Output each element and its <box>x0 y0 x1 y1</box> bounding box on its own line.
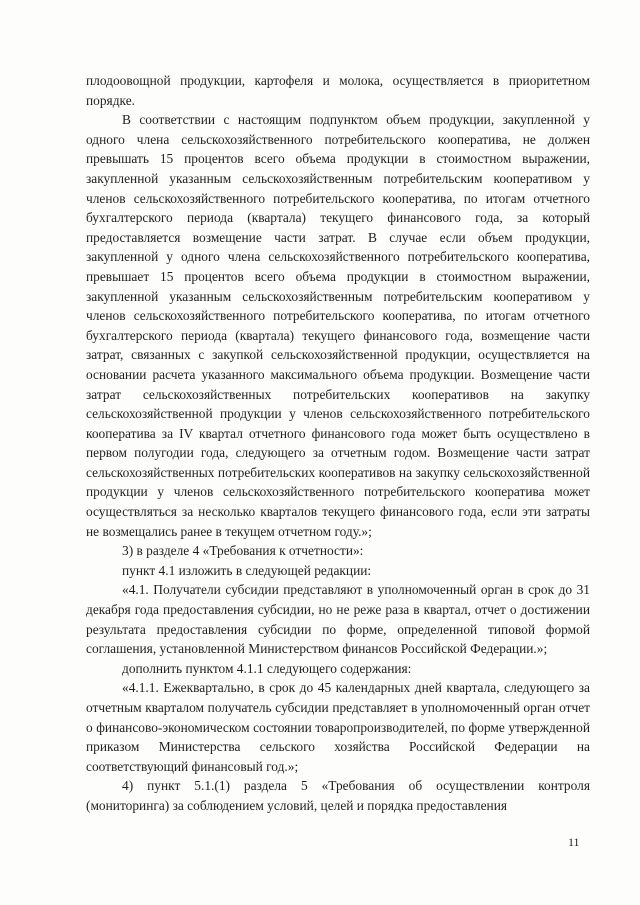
paragraph-item-4-1-1-intro: дополнить пунктом 4.1.1 следующего содержания: <box>122 660 412 676</box>
paragraph-volume-limit: В соответствии с настоящим подпунктом объем продукции, закупленной у одного члена сельскохозяйственного потребительского кооператива, не должен превышать 15 процентов всего объема продукции в стоимостном выражении, закупленной указанным сельскохозяйственным потребительским кооперативом у членов сельскохозяйственного потребительского кооператива, по итогам отчетного бухгалтерского периода (квартала) текущего финансового года, за который предоставляется возмещение части затрат. В случае если объем продукции, закупленной у одного члена сельскохозяйственного потребительского кооператива, превышает 15 процентов всего объема продукции в стоимостном выражении, закупленной указанным сельскохозяйственным потребительским кооперативом у членов сельскохозяйственного потребительского кооператива, по итогам отчетного бухгалтерского периода (квартала) текущего финансового года, возмещение части затрат, связанных с закупкой сельскохозяйственной продукции, осуществляется на основании расчета указанного максимального объема продукции. Возмещение части затрат сельскохозяйственных потребительских кооперативов на закупку сельскохозяйственной продукции у членов сельскохозяйственного потребительского кооператива за IV квартал отчетного финансового года может быть осуществлено в первом полугодии года, следующего за отчетным годом. Возмещение части затрат сельскохозяйственных потребительских кооперативов на закупку сельскохозяйственной продукции у членов сельскохозяйственного потребительского кооператива может осуществляться за несколько кварталов текущего финансового года, если эти затраты не возмещались ранее в текущем отчетном году.»; <box>86 112 590 539</box>
page-number: 11 <box>568 835 580 849</box>
paragraph-item-4-1-intro: пункт 4.1 изложить в следующей редакции: <box>122 562 372 578</box>
paragraph-section-5: 4) пункт 5.1.(1) раздела 5 «Требования об осуществлении контроля (мониторинга) за соблюдением условий, целей и порядка предоставления <box>86 778 590 813</box>
paragraph-item-4-1: «4.1. Получатели субсидии представляют в уполномоченный орган в срок до 31 декабря года предоставления субсидии, но не реже раза в квартал, отчет о достижении результата предоставления субсидии по форме, определенной типовой формой соглашения, установленной Министерством финансов Российской Федерации.»; <box>86 582 590 657</box>
paragraph-section-4: 3) в разделе 4 «Требования к отчетности»: <box>122 543 364 559</box>
paragraph-continuation: плодоовощной продукции, картофеля и молока, осуществляется в приоритетном порядке. <box>86 73 590 108</box>
paragraph-item-4-1-1: «4.1.1. Ежеквартально, в срок до 45 календарных дней квартала, следующего за отчетным кварталом получатель субсидии представляет в уполномоченный орган отчет о финансово-экономическом состоянии товаропроизводителей, по форме утвержденной приказом Министерства сельского хозяйства Российской Федерации на соответствующий финансовый год.»; <box>86 680 590 774</box>
body-text <box>86 71 590 816</box>
